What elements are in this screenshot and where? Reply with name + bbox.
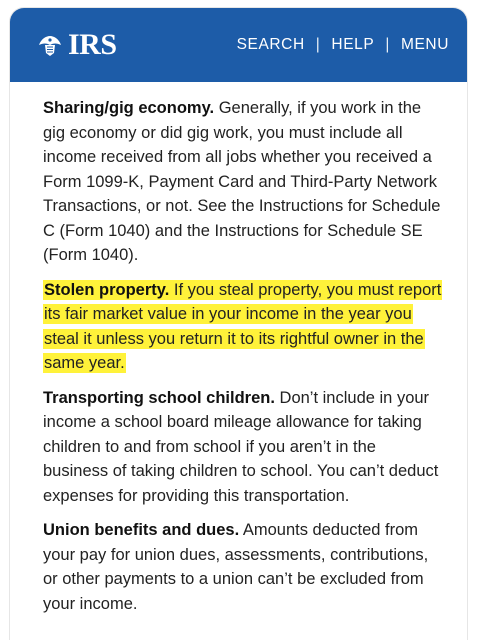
top-nav — [237, 36, 449, 54]
paragraph-heading: Stolen property. — [44, 280, 170, 299]
menu-link[interactable]: MENU — [400, 36, 449, 53]
article-content — [10, 82, 467, 616]
phone-screen — [10, 8, 467, 640]
paragraph-stolen-property — [43, 278, 443, 376]
paragraph-transporting-school-children — [43, 386, 443, 509]
paragraph-sharing-gig-economy — [43, 96, 443, 268]
irs-logo[interactable] — [36, 28, 117, 62]
logo-text: IRS — [68, 28, 117, 61]
search-link[interactable]: SEARCH — [236, 36, 305, 53]
paragraph-body: Don’t include in your income a school board mileage allowance for taking children to and from school if you aren’t in the business of taking children to school. You can’t deduct expenses for providing this transportation. — [43, 388, 439, 505]
nav-divider: | — [315, 36, 321, 53]
help-link[interactable]: HELP — [331, 36, 375, 53]
nav-divider: | — [385, 36, 390, 53]
paragraph-heading: Union benefits and dues. — [43, 521, 240, 539]
paragraph-body: Amounts deducted from your pay for union dues, assessments, contributions, or other payments to a union can’t be excluded from your income. — [43, 521, 429, 613]
eagle-icon — [36, 31, 64, 59]
paragraph-body: If you steal property, you must report its fair market value in your income in the year you steal it unless you return it to its rightful owner in the same year. — [44, 280, 442, 372]
paragraph-heading: Transporting school children. — [43, 388, 275, 407]
paragraph-union-benefits-and-dues — [43, 518, 443, 616]
site-header — [10, 8, 467, 82]
paragraph-body: Generally, if you work in the gig economy or did gig work, you must include all income received from all jobs whether you received a Form 1099-K, Payment Card and Third-Party Network Transactions, or not. See the Instructions for Schedule C (Form 1040) and the Instructions for Schedule SE (Form 1040). — [43, 99, 441, 264]
paragraph-heading: Sharing/gig economy. — [43, 99, 215, 117]
highlighted-text — [43, 280, 442, 374]
